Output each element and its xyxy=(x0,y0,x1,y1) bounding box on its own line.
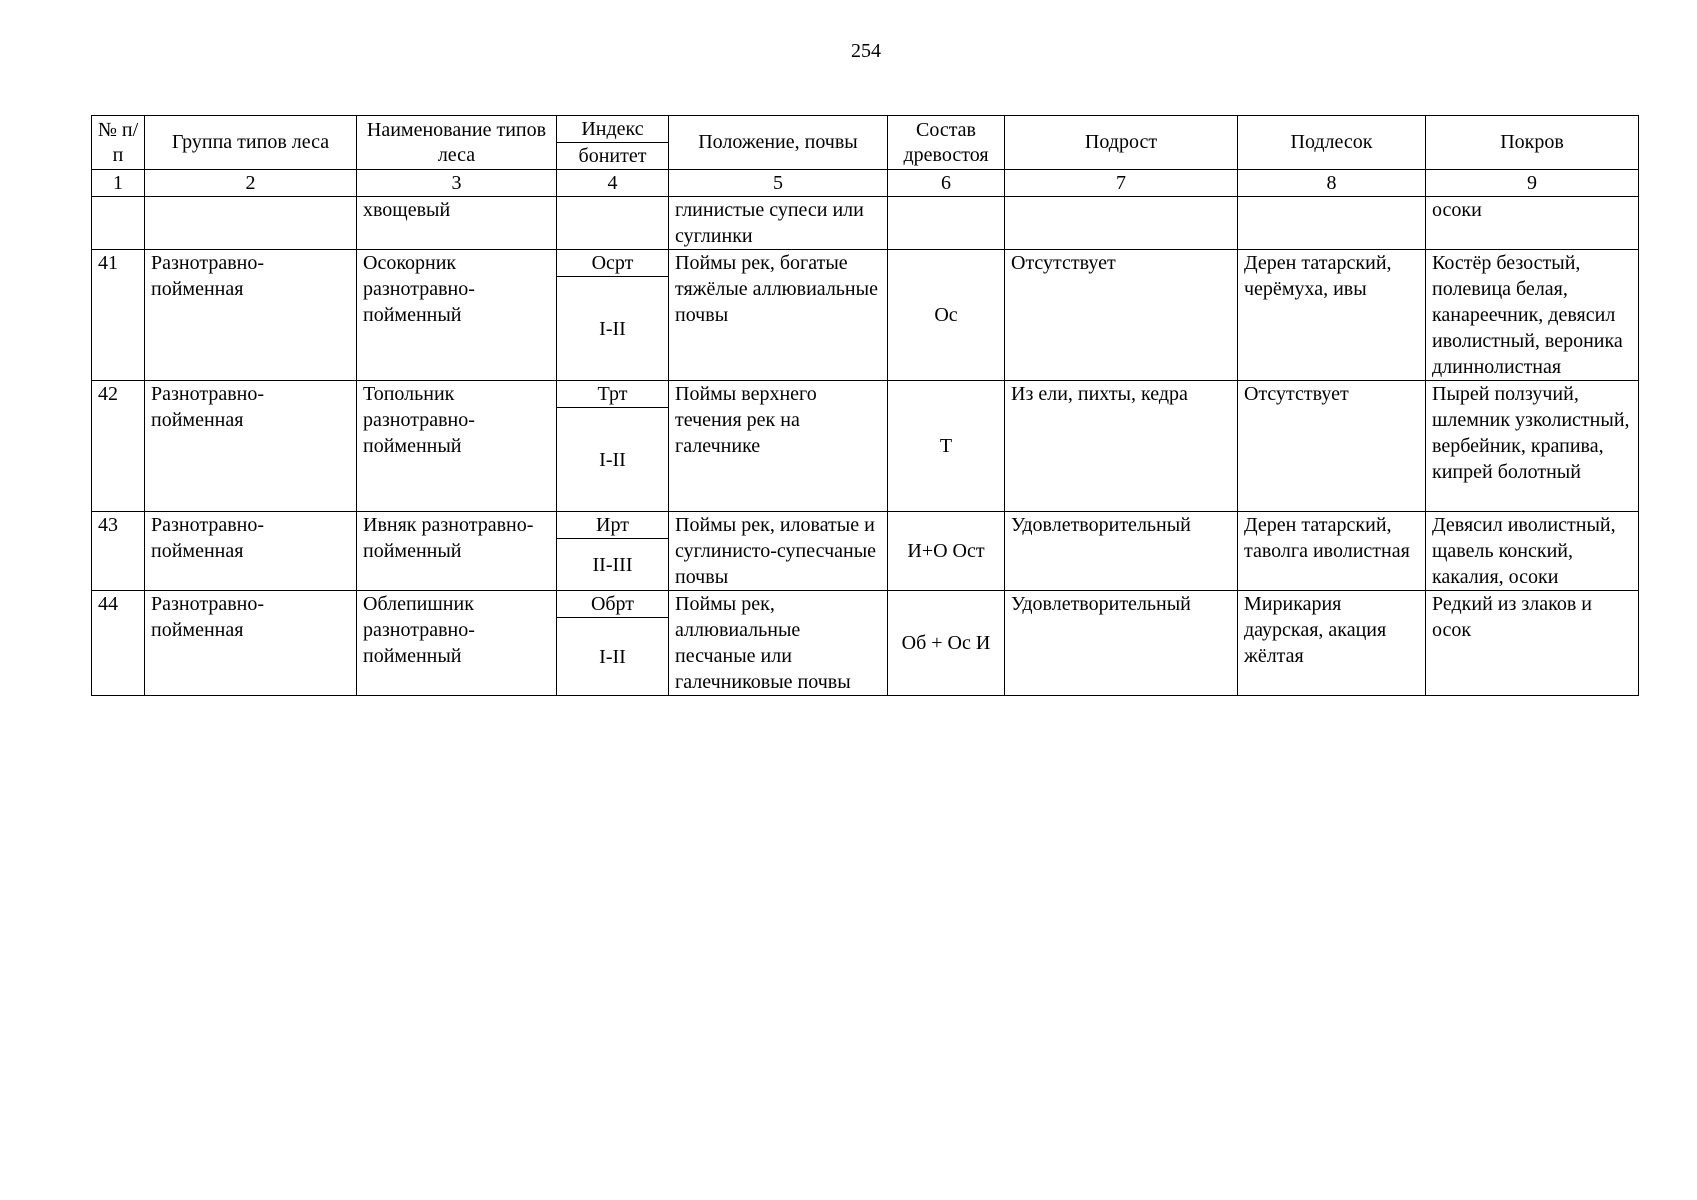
cell-pokrov: Редкий из злаков и осок xyxy=(1426,591,1639,696)
header-index-bonitet xyxy=(557,116,669,170)
forest-types-table xyxy=(91,115,1639,696)
cell-name: Облепишник разнотравно-пойменный xyxy=(357,591,557,696)
cell-index xyxy=(557,197,669,250)
cell-podrost: Удовлетворительный xyxy=(1005,512,1238,591)
column-number: 9 xyxy=(1426,170,1639,197)
cell-bonitet: I-II xyxy=(599,448,626,471)
cell-position: Поймы рек, аллювиальные песчаные или галечниковые почвы xyxy=(669,591,888,696)
cell-index-bonitet xyxy=(557,250,669,381)
table-row xyxy=(92,250,1639,381)
cell-position: Поймы рек, богатые тяжёлые аллювиальные почвы xyxy=(669,250,888,381)
column-number: 6 xyxy=(888,170,1005,197)
cell-index: Ирт xyxy=(557,512,668,539)
column-number: 1 xyxy=(92,170,145,197)
cell-num: 44 xyxy=(92,591,145,696)
cell-bonitet: I-II xyxy=(599,317,626,340)
header-group: Группа типов леса xyxy=(145,116,357,170)
cell-podlesok: Отсутствует xyxy=(1238,381,1426,512)
cell-index-bonitet xyxy=(557,512,669,591)
cell-index: Осрт xyxy=(557,250,668,277)
column-number: 7 xyxy=(1005,170,1238,197)
cell-podrost: Удовлетворительный xyxy=(1005,591,1238,696)
header-podlesok: Подлесок xyxy=(1238,116,1426,170)
cell-position: Поймы рек, иловатые и суглинисто-супесчаные почвы xyxy=(669,512,888,591)
column-number: 8 xyxy=(1238,170,1426,197)
cell-podlesok: Дерен татарский, таволга иволистная xyxy=(1238,512,1426,591)
header-position: Положение, почвы xyxy=(669,116,888,170)
cell-podrost xyxy=(1005,197,1238,250)
cell-podlesok: Дерен татарский, черёмуха, ивы xyxy=(1238,250,1426,381)
column-numbers-row xyxy=(92,170,1639,197)
cell-composition: И+О Ост xyxy=(888,512,1005,591)
cell-num: 41 xyxy=(92,250,145,381)
cell-podlesok: Мирикария даурская, акация жёлтая xyxy=(1238,591,1426,696)
cell-index-bonitet xyxy=(557,381,669,512)
column-number: 3 xyxy=(357,170,557,197)
cell-podrost: Из ели, пихты, кедра xyxy=(1005,381,1238,512)
cell-composition xyxy=(888,197,1005,250)
cell-group: Разнотравно-пойменная xyxy=(145,250,357,381)
cell-index: Трт xyxy=(557,381,668,408)
cell-name: Топольник разнотравно-пойменный xyxy=(357,381,557,512)
cell-composition: Т xyxy=(888,381,1005,512)
cell-name: Ивняк разнотравно-пойменный xyxy=(357,512,557,591)
cell-name: хвощевый xyxy=(357,197,557,250)
header-composition: Состав древостоя xyxy=(888,116,1005,170)
cell-composition: Об + Ос И xyxy=(888,591,1005,696)
continuation-row xyxy=(92,197,1639,250)
cell-group: Разнотравно-пойменная xyxy=(145,591,357,696)
cell-group: Разнотравно-пойменная xyxy=(145,512,357,591)
cell-pokrov: Костёр безостый, полевица белая, канареечник, девясил иволистный, вероника длиннолистная xyxy=(1426,250,1639,381)
cell-num: 43 xyxy=(92,512,145,591)
cell-bonitet: I-II xyxy=(599,645,626,668)
table-row xyxy=(92,381,1639,512)
header-row xyxy=(92,116,1639,170)
header-name: Наименование типов леса xyxy=(357,116,557,170)
cell-group xyxy=(145,197,357,250)
column-number: 2 xyxy=(145,170,357,197)
column-number: 4 xyxy=(557,170,669,197)
header-pokrov: Покров xyxy=(1426,116,1639,170)
page-number: 254 xyxy=(851,40,881,62)
header-bonitet: бонитет xyxy=(578,145,647,167)
cell-index-bonitet xyxy=(557,591,669,696)
cell-name: Осокорник разнотравно-пойменный xyxy=(357,250,557,381)
cell-composition: Ос xyxy=(888,250,1005,381)
cell-group: Разнотравно-пойменная xyxy=(145,381,357,512)
table-row xyxy=(92,591,1639,696)
cell-num: 42 xyxy=(92,381,145,512)
header-podrost: Подрост xyxy=(1005,116,1238,170)
cell-pokrov: осоки xyxy=(1426,197,1639,250)
header-index: Индекс xyxy=(557,116,668,143)
cell-position: Поймы верхнего течения рек на галечнике xyxy=(669,381,888,512)
header-num: № п/п xyxy=(92,116,145,170)
cell-num xyxy=(92,197,145,250)
column-number: 5 xyxy=(669,170,888,197)
cell-bonitet: II-III xyxy=(592,553,633,576)
cell-pokrov: Девясил иволистный, щавель конский, какалия, осоки xyxy=(1426,512,1639,591)
cell-podrost: Отсутствует xyxy=(1005,250,1238,381)
table-row xyxy=(92,512,1639,591)
cell-podlesok xyxy=(1238,197,1426,250)
cell-pokrov: Пырей ползучий, шлемник узколистный, вербейник, крапива, кипрей болотный xyxy=(1426,381,1639,512)
cell-position: глинистые супеси или суглинки xyxy=(669,197,888,250)
cell-index: Обрт xyxy=(557,591,668,618)
